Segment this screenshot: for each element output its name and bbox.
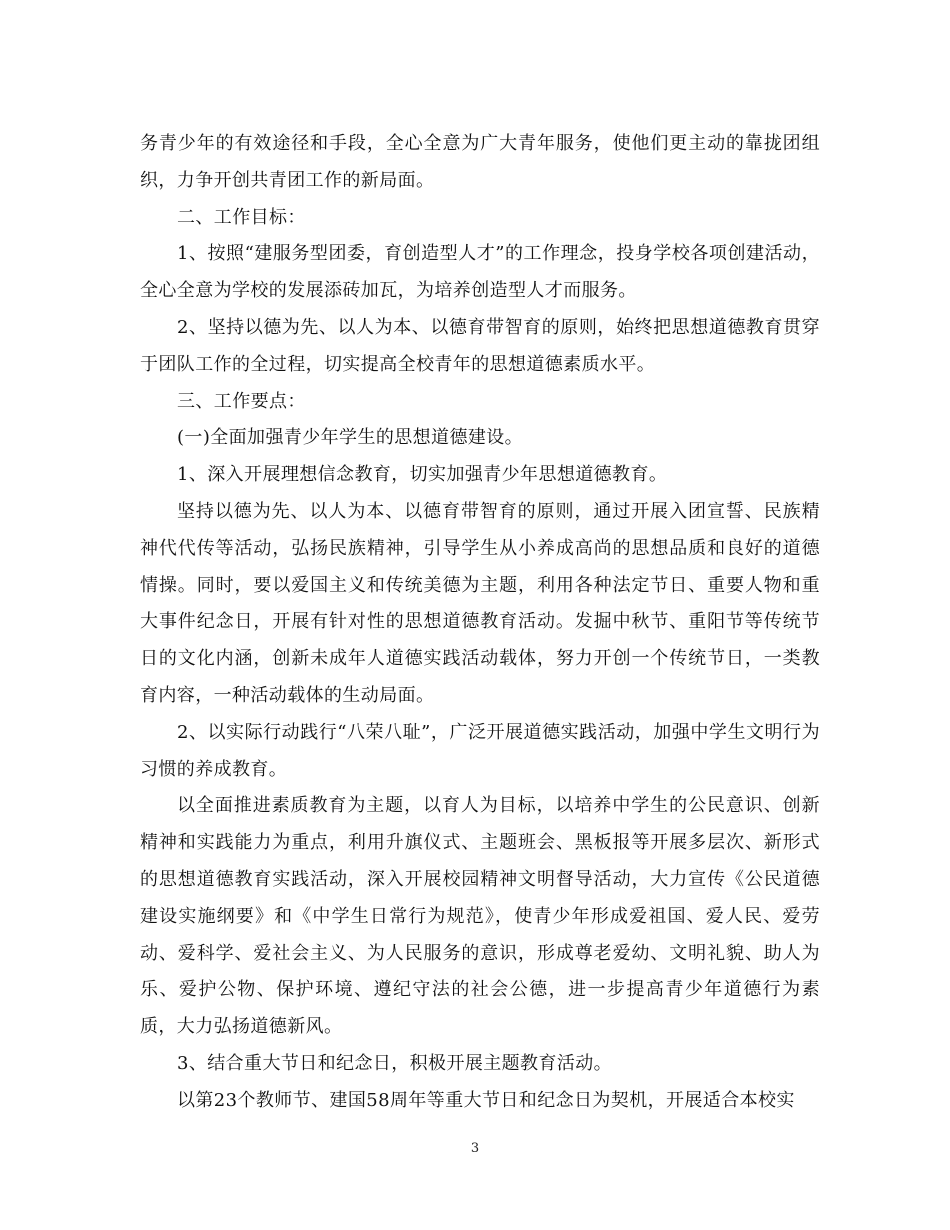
page-number: 3 (470, 1141, 480, 1156)
paragraph-point-3-body: 以第23个教师节、建国58周年等重大节日和纪念日为契机，开展适合本校实 (177, 1089, 795, 1111)
heading-work-points: 三、工作要点： (177, 390, 306, 412)
paragraph-goal-1: 1、按照“建服务型团委，育创造型人才”的工作理念，投身学校各项创建活动，全心全意为学校的发展添砖加瓦，为培养创造型人才而服务。 (140, 243, 820, 302)
heading-work-goals: 二、工作目标： (177, 206, 306, 228)
paragraph-point-2-title: 2、以实际行动践行“八荣八耻”，广泛开展道德实践活动，加强中学生文明行为习惯的养成教育。 (140, 721, 820, 780)
paragraph-point-3-title: 3、结合重大节日和纪念日，积极开展主题教育活动。 (177, 1052, 613, 1074)
paragraph-continuation: 务青少年的有效途径和手段，全心全意为广大青年服务，使他们更主动的靠拢团组织，力争开创共青团工作的新局面。 (140, 133, 820, 191)
paragraph-point-2-body: 以全面推进素质教育为主题，以育人为目标，以培养中学生的公民意识、创新精神和实践能力为重点，利用升旗仪式、主题班会、黑板报等开展多层次、新形式的思想道德教育实践活动，深入开展校园精神文明督导活动，大力宣传《公民道德建设实施纲要》和《中学生日常行为规范》，使青少年形成爱祖国、爱人民、爱劳动、爱科学、爱社会主义、为人民服务的意识，形成尊老爱幼、文明礼貌、助人为乐、爱护公物、保护环境、遵纪守法的社会公德，进一步提高青少年道德行为素质，大力弘扬道德新风。 (140, 795, 820, 1038)
paragraph-point-1-title: 1、深入开展理想信念教育，切实加强青少年思想道德教育。 (177, 464, 668, 486)
document-body (140, 126, 820, 1120)
subheading-moral-construction: (一)全面加强青少年学生的思想道德建设。 (177, 427, 524, 449)
paragraph-point-1-body: 坚持以德为先、以人为本、以德育带智育的原则，通过开展入团宣誓、民族精神代代传等活动，弘扬民族精神，引导学生从小养成高尚的思想品质和良好的道德情操。同时，要以爱国主义和传统美德为主题，利用各种法定节日、重要人物和重大事件纪念日，开展有针对性的思想道德教育活动。发掘中秋节、重阳节等传统节日的文化内涵，创新未成年人道德实践活动载体，努力开创一个传统节日，一类教育内容，一种活动载体的生动局面。 (140, 500, 820, 706)
paragraph-goal-2: 2、坚持以德为先、以人为本、以德育带智育的原则，始终把思想道德教育贯穿于团队工作的全过程，切实提高全校青年的思想道德素质水平。 (140, 316, 820, 375)
